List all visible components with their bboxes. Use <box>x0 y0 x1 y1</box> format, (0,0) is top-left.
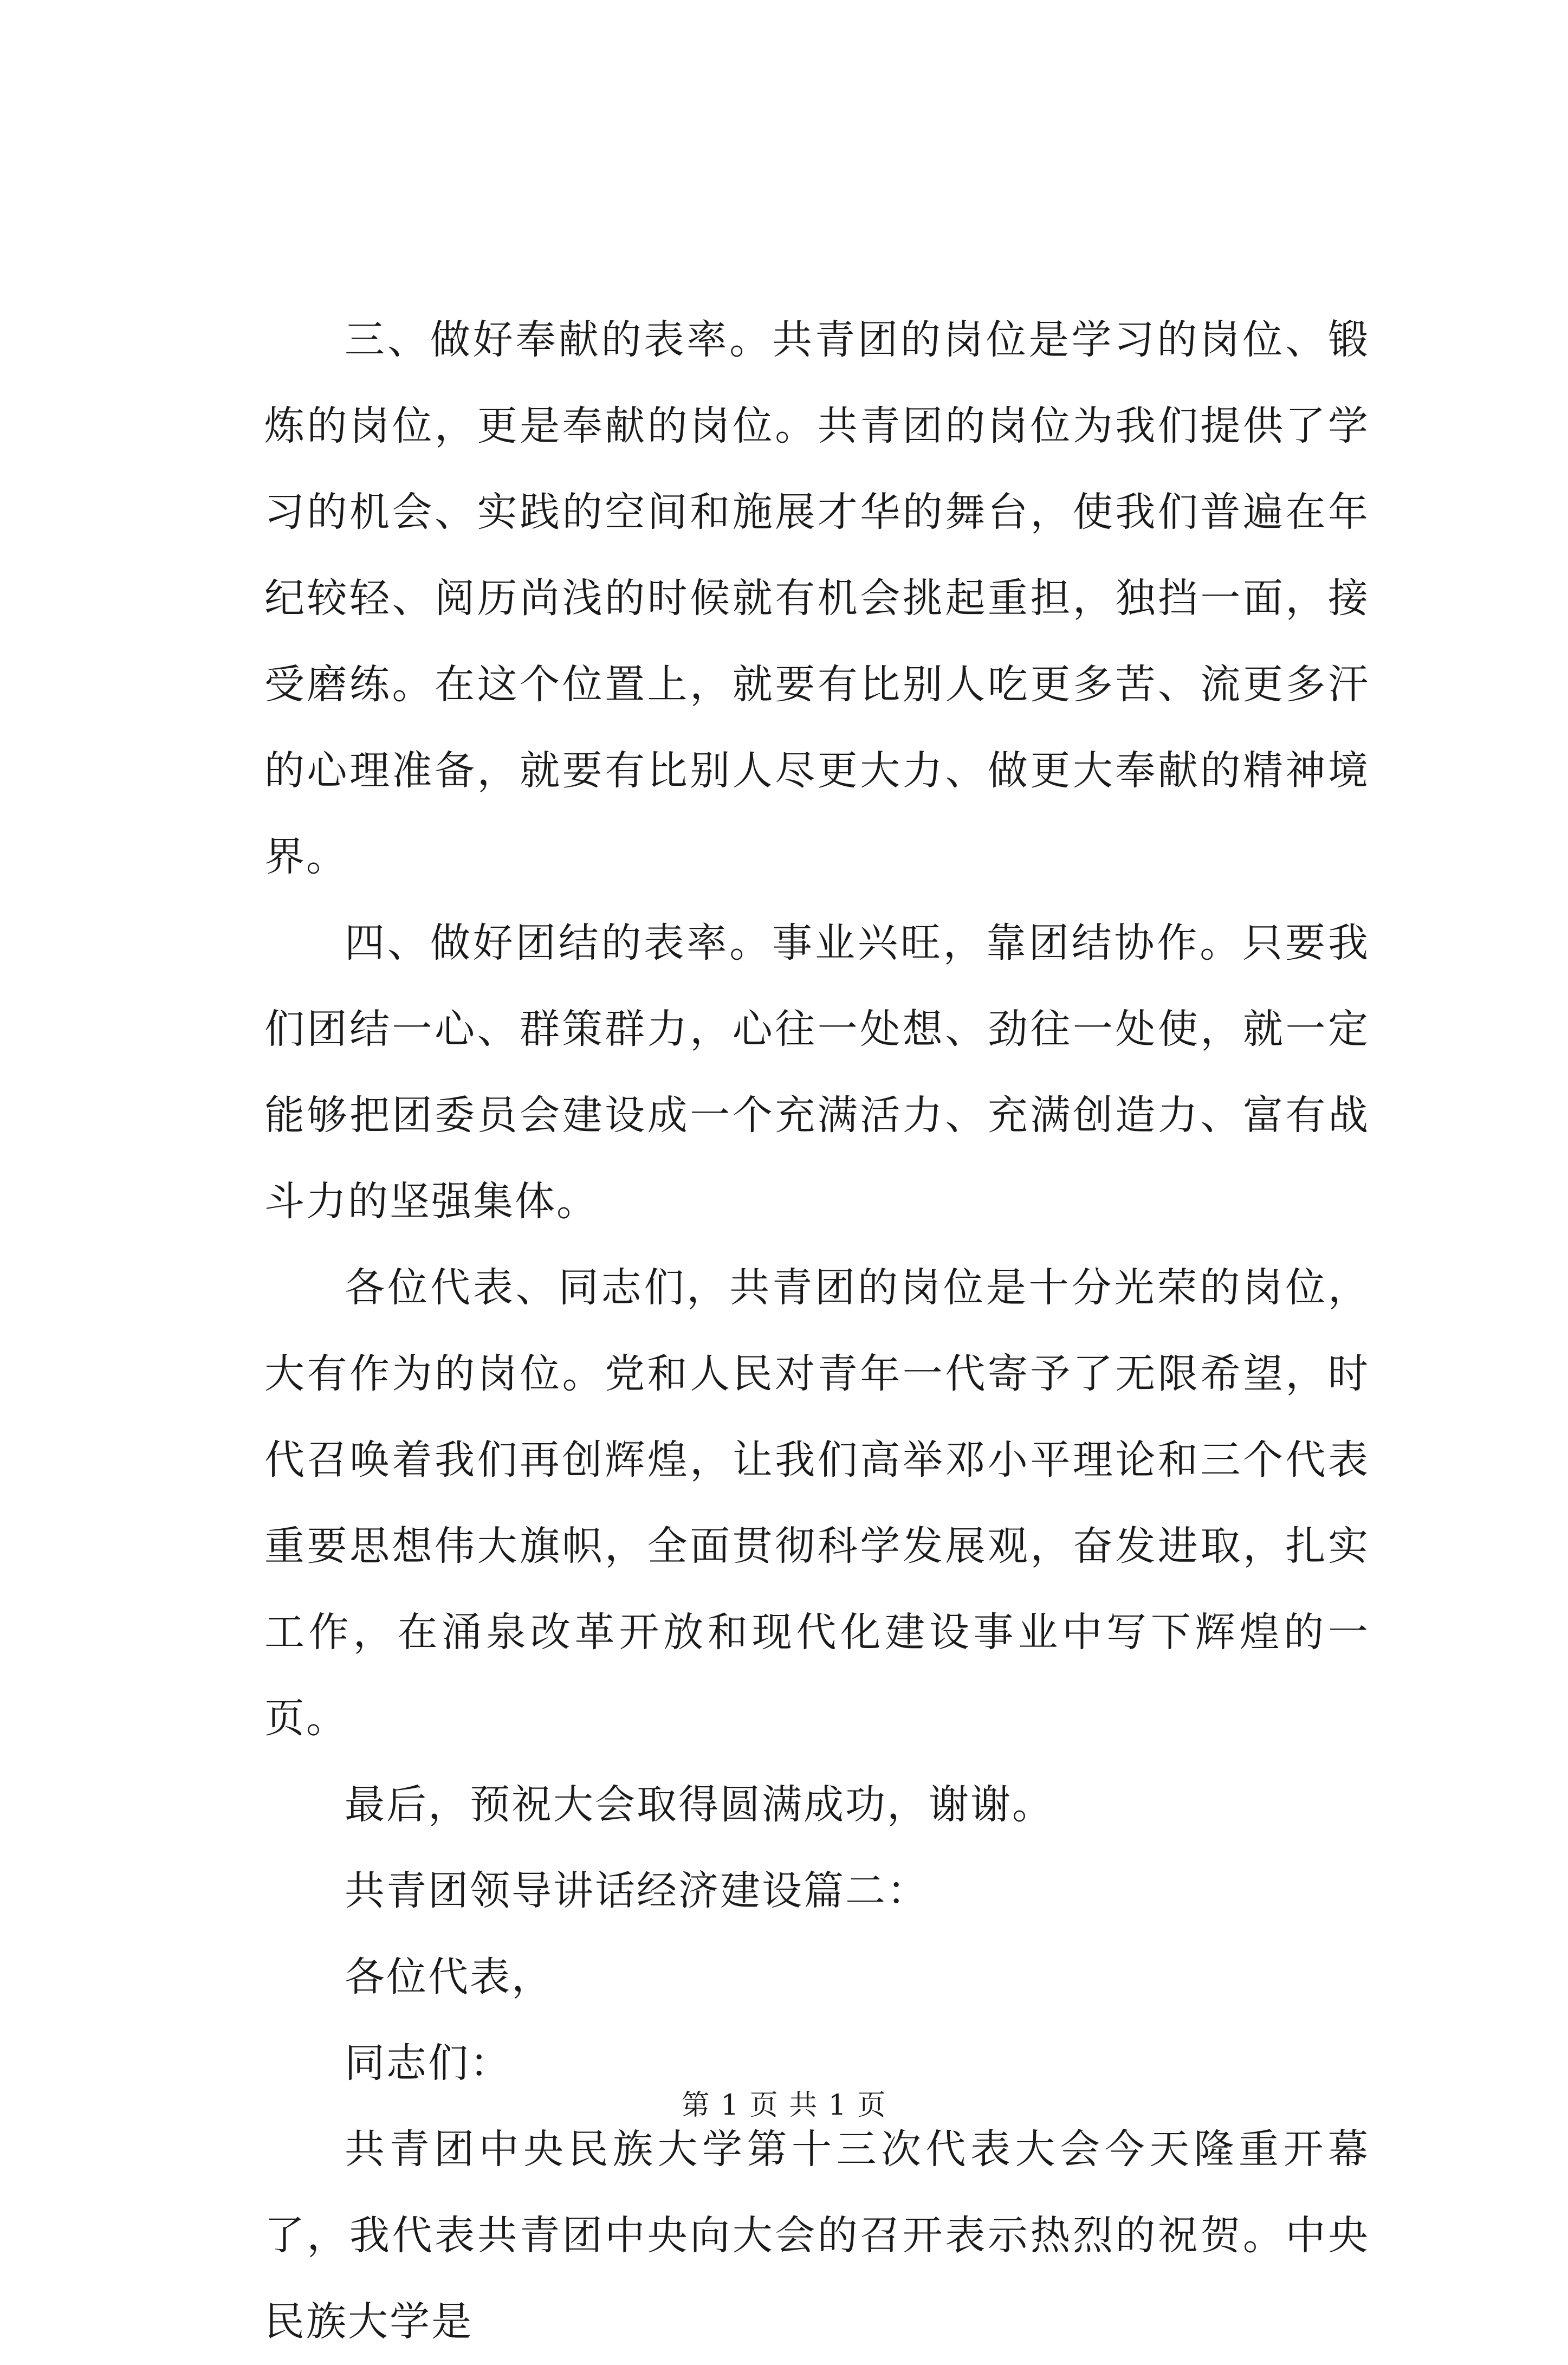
salutation-comrades: 同志们： <box>345 2040 511 2086</box>
paragraph-address: 各位代表、同志们，共青团的岗位是十分光荣的岗位，大有作为的岗位。党和人民对青年一代寄予了无限希望，时代召唤着我们再创辉煌，让我们高举邓小平理论和三个代表重要思想伟大旗帜，全面贯彻科学发展观，奋发进取，扎实工作，在涌泉改革开放和现代化建设事业中写下辉煌的一页。 <box>264 1264 1370 1742</box>
paragraph-contribution: 三、做好奉献的表率。共青团的岗位是学习的岗位、锻炼的岗位，更是奉献的岗位。共青团的岗位为我们提供了学习的机会、实践的空间和施展才华的舞台，使我们普遍在年纪较轻、阅历尚浅的时候就有机会挑起重担，独挡一面，接受磨练。在这个位置上，就要有比别人吃更多苦、流更多汗的心理准备，就要有比别人尽更大力、做更大奉献的精神境界。 <box>264 316 1370 880</box>
document-body <box>264 297 1370 2365</box>
section-heading: 共青团领导讲话经济建设篇二： <box>345 1868 929 1914</box>
salutation-delegates: 各位代表， <box>345 1954 553 2000</box>
paragraph-closing: 最后，预祝大会取得圆满成功，谢谢。 <box>345 1781 1054 1828</box>
paragraph-opening: 共青团中央民族大学第十三次代表大会今天隆重开幕了，我代表共青团中央向大会的召开表示热烈的祝贺。中央民族大学是 <box>264 2126 1370 2345</box>
page-number-footer: 第 1 页 共 1 页 <box>681 2089 887 2122</box>
paragraph-unity: 四、做好团结的表率。事业兴旺，靠团结协作。只要我们团结一心、群策群力，心往一处想、劲往一处使，就一定能够把团委员会建设成一个充满活力、充满创造力、富有战斗力的坚强集体。 <box>264 920 1370 1225</box>
